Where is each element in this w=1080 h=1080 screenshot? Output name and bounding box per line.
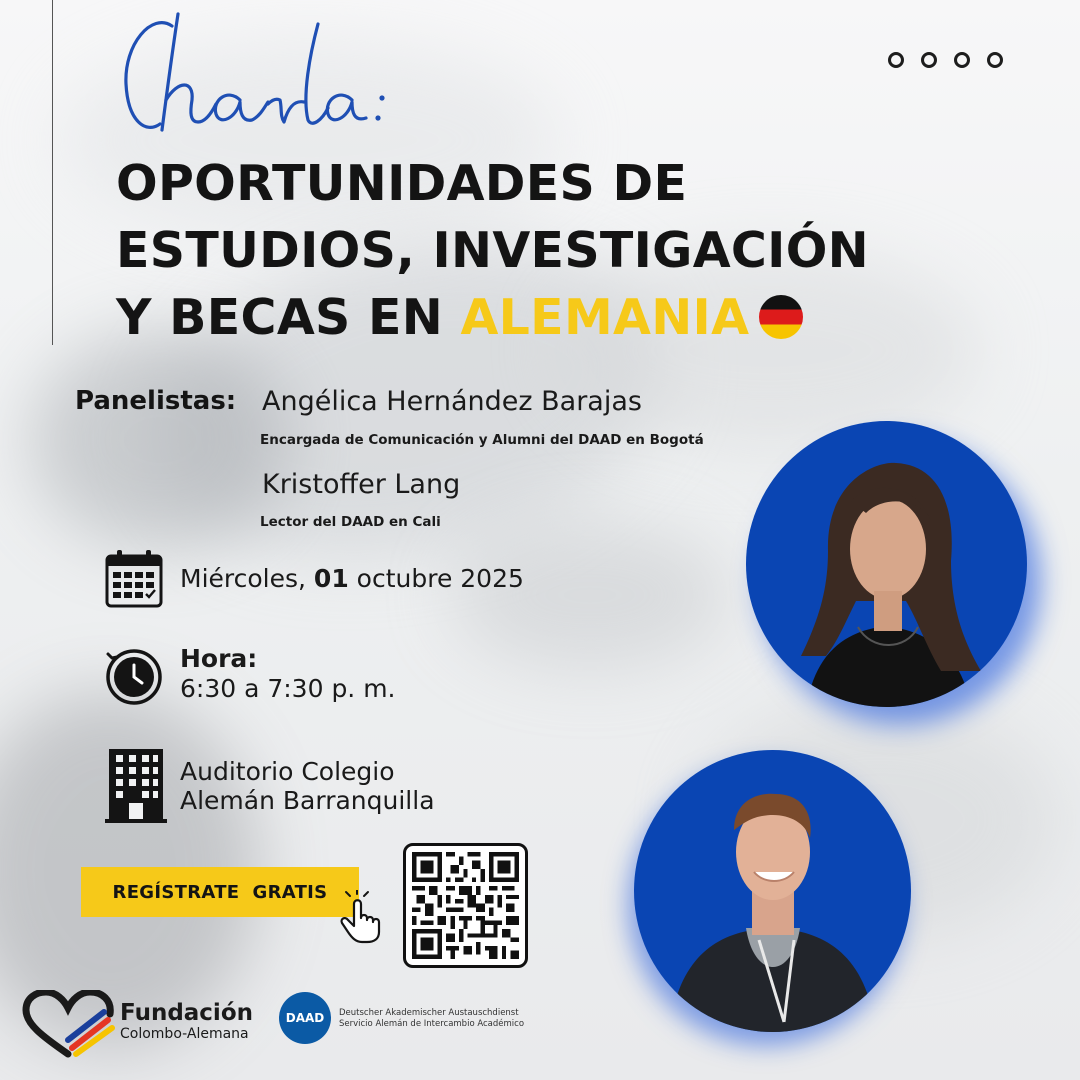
dot-icon: [921, 52, 937, 68]
panelists-label: Panelistas:: [75, 386, 237, 416]
title-line-3: [116, 284, 869, 351]
calendar-icon: [104, 549, 164, 609]
title-line-2: ESTUDIOS, INVESTIGACIÓN: [116, 222, 869, 279]
daad-line-2: Servicio Alemán de Intercambio Académico: [339, 1019, 525, 1029]
fundacion-heart-logo: [22, 990, 118, 1060]
event-title: [116, 150, 869, 351]
qr-code[interactable]: [403, 843, 528, 968]
event-date: [180, 564, 524, 593]
pointing-hand-icon: [338, 890, 386, 944]
panelist-2-role: Lector del DAAD en Cali: [260, 514, 441, 530]
register-button[interactable]: REGÍSTRATE GRATIS: [81, 867, 359, 917]
germany-flag-icon: [759, 295, 803, 339]
time-label: Hora:: [180, 644, 258, 673]
script-title: [112, 4, 432, 154]
panelist-1-role: Encargada de Comunicación y Alumni del DAAD en Bogotá: [260, 432, 704, 448]
dot-icon: [888, 52, 904, 68]
daad-line-1: Deutscher Akademischer Austauschdienst: [339, 1008, 519, 1018]
date-suffix: octubre 2025: [348, 564, 524, 593]
menu-dots: [888, 52, 1003, 68]
venue-line-1: Auditorio Colegio: [180, 757, 395, 786]
fundacion-sub: Colombo-Alemana: [120, 1026, 249, 1042]
fundacion-name: Fundación: [120, 1000, 253, 1026]
daad-logo-text: [339, 1008, 524, 1030]
date-prefix: Miércoles,: [180, 564, 314, 593]
panelist-2-photo: [634, 750, 911, 1032]
venue-line-2: Alemán Barranquilla: [180, 786, 435, 815]
dot-icon: [954, 52, 970, 68]
title-line-1: OPORTUNIDADES DE: [116, 155, 688, 212]
building-icon: [105, 749, 167, 823]
title-highlight: ALEMANIA: [460, 289, 750, 346]
title-line-3-text: Y BECAS EN: [116, 289, 461, 346]
daad-logo: DAAD: [279, 992, 331, 1044]
panelist-1-name: Angélica Hernández Barajas: [262, 386, 642, 417]
time-value: 6:30 a 7:30 p. m.: [180, 674, 396, 703]
qr-code-pattern: [412, 852, 519, 959]
vertical-divider: [52, 0, 53, 345]
fundacion-logo-text: [120, 1000, 253, 1042]
panelist-1-photo: [746, 421, 1027, 707]
date-day: 01: [313, 564, 349, 593]
panelist-2-name: Kristoffer Lang: [262, 469, 461, 500]
dot-icon: [987, 52, 1003, 68]
clock-icon: [104, 646, 164, 706]
